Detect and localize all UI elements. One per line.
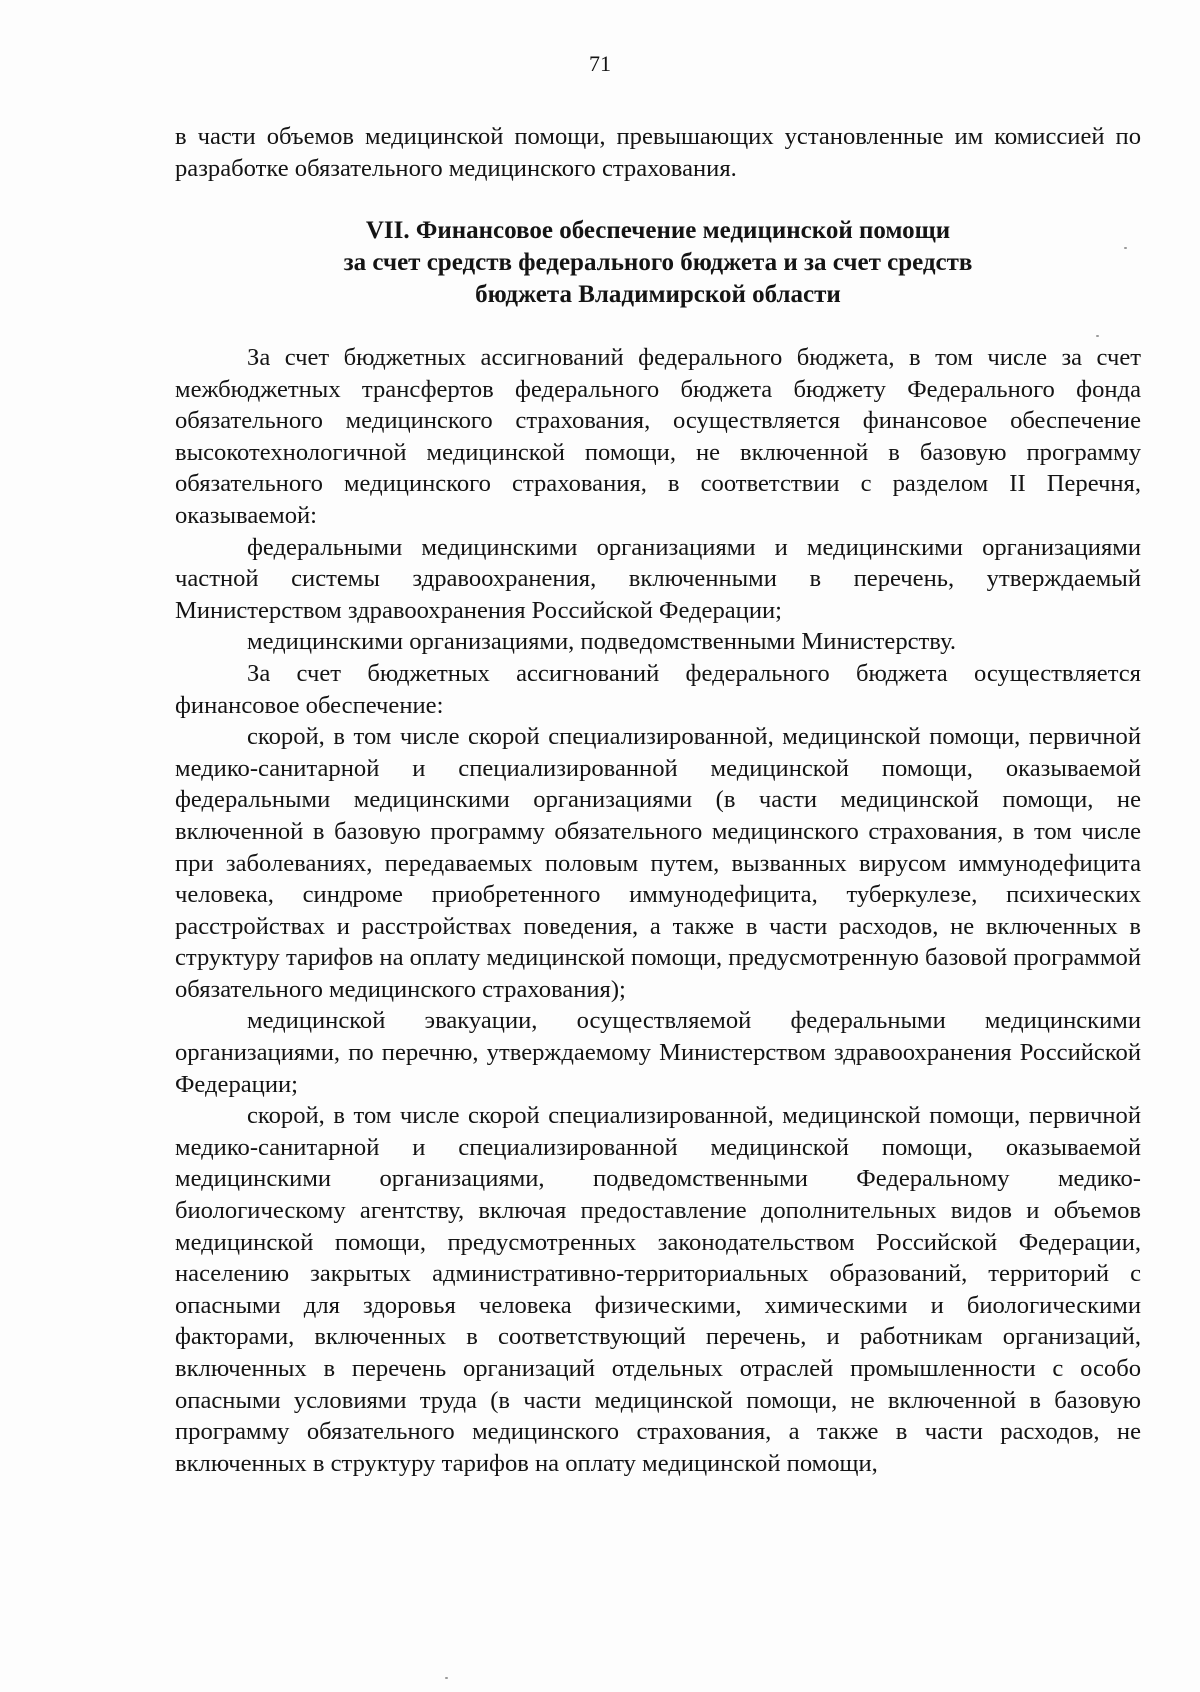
- paragraph-medical-evacuation: медицинской эвакуации, осуществляемой федеральными медицинскими организациями, по перечню, утверждаемому Министерством здравоохранения Российской Федерации;: [175, 1007, 1141, 1098]
- scan-speck: [1096, 335, 1099, 337]
- section-heading: [175, 215, 1141, 311]
- intro-text-block: [175, 121, 1141, 184]
- page-number: 71: [589, 51, 611, 76]
- paragraph-federal-organizations: федеральными медицинскими организациями и медицинскими организациями частной системы здравоохранения, включенными в перечень, утверждаемый Министерством здравоохранения Российской Федерации;: [175, 533, 1141, 624]
- section-heading-line-2: за счет средств федерального бюджета и за счет средств: [343, 249, 973, 276]
- section-body: [175, 342, 1141, 1479]
- section-heading-line-1: VII. Финансовое обеспечение медицинской помощи: [365, 217, 951, 244]
- intro-paragraph: в части объемов медицинской помощи, превышающих установленные им комиссией по разработке обязательного медицинского страхования.: [175, 123, 1141, 182]
- scan-speck: [445, 1677, 448, 1679]
- paragraph-emergency-primary-care: скорой, в том числе скорой специализированной, медицинской помощи, первичной медико-санитарной и специализированной медицинской помощи, оказываемой федеральными медицинскими организациями (в части медицинской помощи, не включенной в базовую программу обязательного медицинского страхования, в том числе при заболеваниях, передаваемых половым путем, вызванных вирусом иммунодефицита человека, синдроме приобретенного иммунодефицита, туберкулезе, психических расстройствах и расстройствах поведения, а также в части расходов, не включенных в структуру тарифов на оплату медицинской помощи, предусмотренную базовой программой обязательного медицинского страхования);: [175, 723, 1142, 1003]
- section-heading-line-3: бюджета Владимирской области: [475, 281, 841, 308]
- paragraph-federal-budget-financing: За счет бюджетных ассигнований федерального бюджета осуществляется финансовое обеспечение:: [175, 659, 1141, 719]
- paragraph-fmba-organizations: скорой, в том числе скорой специализированной, медицинской помощи, первичной медико-санитарной и специализированной медицинской помощи, оказываемой медицинскими организациями, подведомственными Федеральному медико-биологическому агентству, включая предоставление дополнительных видов и объемов медицинской помощи, предусмотренных законодательством Российской Федерации, населению закрытых административно-территориальных образований, территорий с опасными для здоровья человека физическими, химическими и биологическими факторами, включенных в соответствующий перечень, и работникам организаций, включенных в перечень организаций отдельных отраслей промышленности с особо опасными условиями труда (в части медицинской помощи, не включенной в базовую программу обязательного медицинского страхования, а также в части расходов, не включенных в структуру тарифов на оплату медицинской помощи,: [175, 1102, 1141, 1477]
- paragraph-federal-budget-hitech: За счет бюджетных ассигнований федерального бюджета, в том числе за счет межбюджетных трансфертов федерального бюджета бюджету Федерального фонда обязательного медицинского страхования, осуществляется финансовое обеспечение высокотехнологичной медицинской помощи, не включенной в базовую программу обязательного медицинского страхования, в соответствии с разделом II Перечня, оказываемой:: [175, 344, 1141, 529]
- scan-speck: [1124, 247, 1127, 249]
- paragraph-ministry-organizations: медицинскими организациями, подведомственными Министерству.: [247, 628, 957, 656]
